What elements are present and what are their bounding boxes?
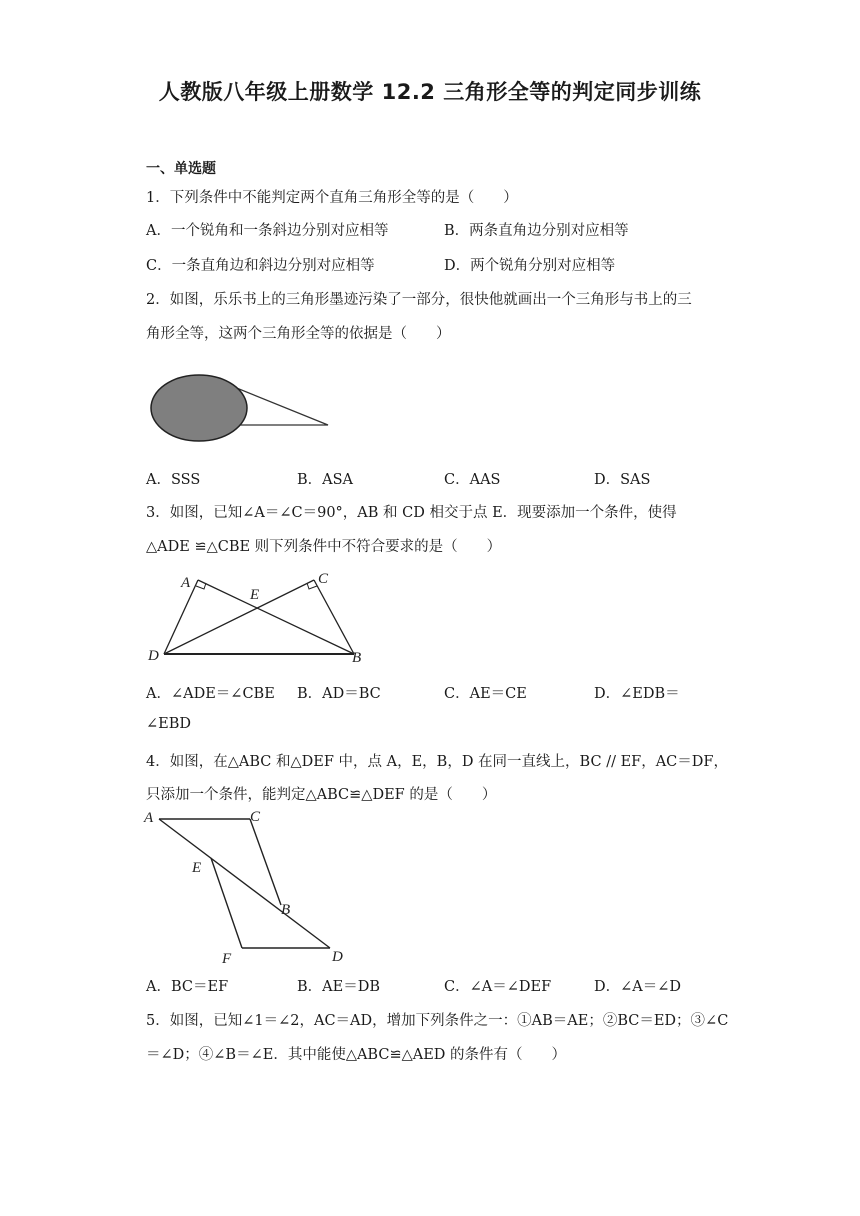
q4-option-b: B．AE＝DB: [297, 979, 380, 995]
q1-option-c: C．一条直角边和斜边分别对应相等: [146, 258, 375, 274]
q3-stem-line2: △ADE ≌△CBE 则下列条件中不符合要求的是（ ）: [146, 539, 502, 555]
q1-option-d: D．两个锐角分别对应相等: [444, 258, 616, 274]
label-E: E: [250, 587, 260, 603]
q4-figure: [140, 806, 360, 968]
q5-stem-line1: 5．如图，已知∠1＝∠2，AC＝AD，增加下列条件之一：①AB＝AE；②BC＝ED；③∠C: [146, 1013, 729, 1029]
label-E: E: [192, 860, 202, 876]
label-D: D: [332, 949, 343, 965]
section-heading: 一、单选题: [146, 161, 216, 177]
q3-option-a: A．∠ADE＝∠CBE: [146, 686, 275, 702]
q2-figure: [150, 360, 334, 446]
q4-option-a: A．BC＝EF: [146, 979, 229, 995]
label-D: D: [148, 648, 159, 664]
label-C: C: [318, 571, 329, 587]
label-C: C: [250, 809, 261, 825]
q1-option-b: B．两条直角边分别对应相等: [444, 223, 629, 239]
q2-option-b: B．ASA: [297, 472, 354, 488]
q2-stem-line2: 角形全等，这两个三角形全等的依据是（ ）: [146, 326, 451, 342]
q3-option-c: C．AE＝CE: [444, 686, 527, 702]
label-B: B: [281, 902, 291, 918]
ink-stain: [151, 375, 247, 441]
q3-option-d: D．∠EDB＝: [594, 686, 680, 702]
label-A: A: [181, 575, 191, 591]
q1-option-a: A．一个锐角和一条斜边分别对应相等: [146, 223, 389, 239]
label-B: B: [352, 650, 362, 666]
label-F: F: [222, 951, 232, 967]
q4-stem-line2: 只添加一个条件，能判定△ABC≌△DEF 的是（ ）: [146, 787, 497, 803]
q3-option-d-cont: ∠EBD: [146, 716, 192, 732]
q2-option-c: C．AAS: [444, 472, 501, 488]
q4-option-c: C．∠A＝∠DEF: [444, 979, 552, 995]
q3-stem-line1: 3．如图，已知∠A＝∠C＝90°，AB 和 CD 相交于点 E．现要添加一个条件，使得: [146, 505, 677, 521]
q2-option-a: A．SSS: [146, 472, 201, 488]
q2-stem-line1: 2．如图，乐乐书上的三角形墨迹污染了一部分，很快他就画出一个三角形与书上的三: [146, 292, 692, 308]
q3-figure: [140, 566, 370, 666]
q4-option-d: D．∠A＝∠D: [594, 979, 682, 995]
q5-stem-line2: ＝∠D；④∠B＝∠E．其中能使△ABC≌△AED 的条件有（ ）: [146, 1047, 567, 1063]
q2-option-d: D．SAS: [594, 472, 651, 488]
label-A: A: [144, 810, 154, 826]
page-title: 人教版八年级上册数学 12.2 三角形全等的判定同步训练: [158, 80, 702, 104]
q3-option-b: B．AD＝BC: [297, 686, 381, 702]
q1-stem: 1．下列条件中不能判定两个直角三角形全等的是（ ）: [146, 190, 518, 206]
q4-stem-line1: 4．如图，在△ABC 和△DEF 中，点 A，E，B，D 在同一直线上，BC // EF，AC＝DF，: [146, 754, 728, 770]
